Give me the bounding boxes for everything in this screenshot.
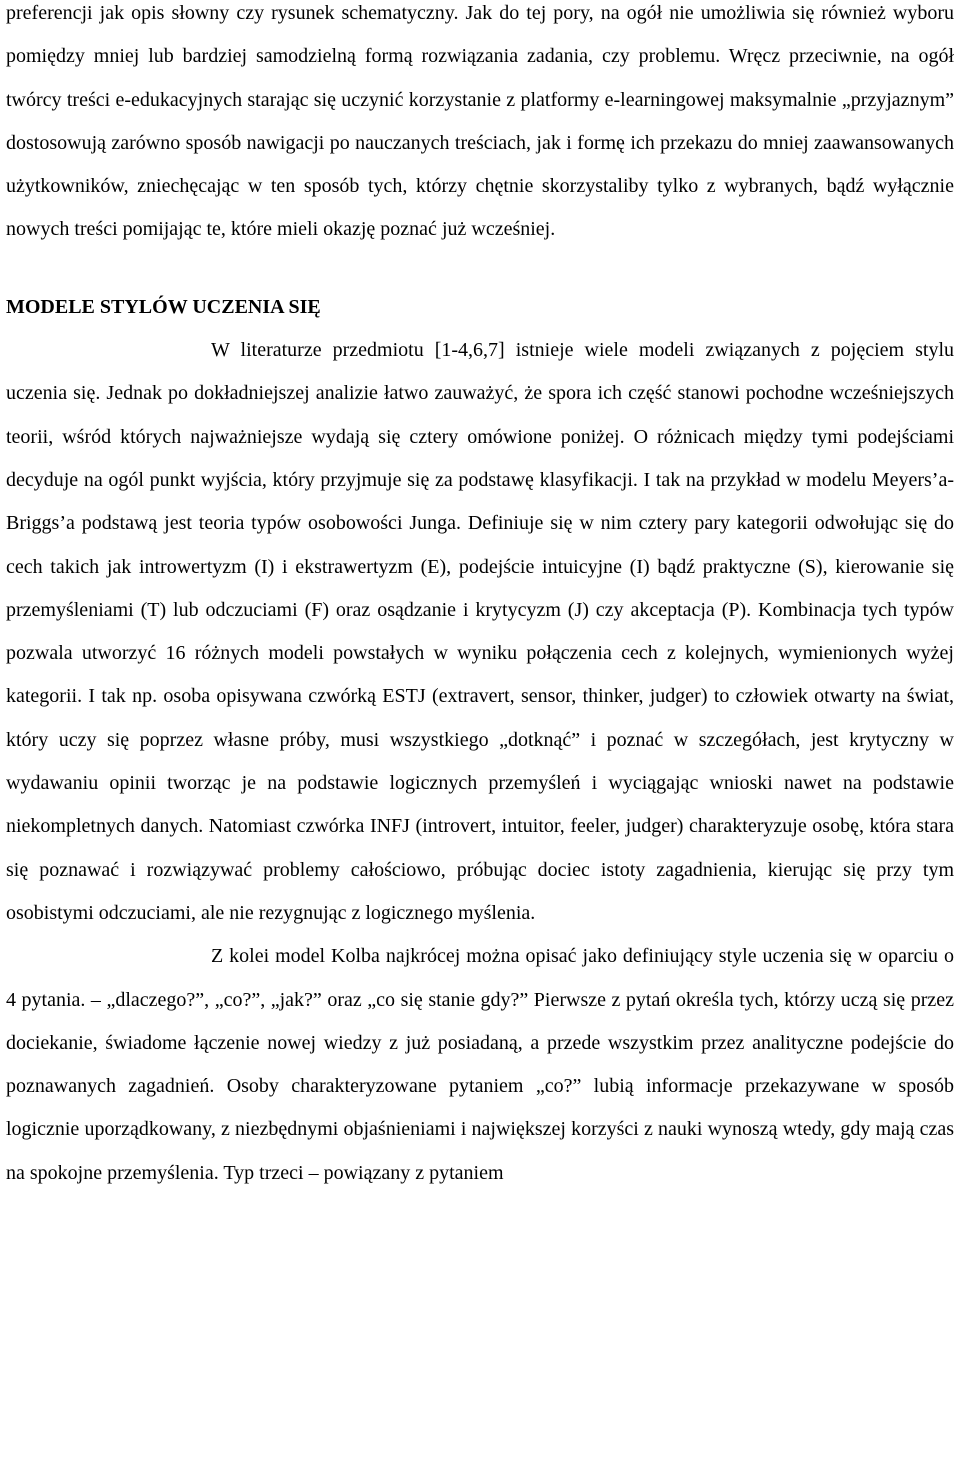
paragraph-kolb: Z kolei model Kolba najkrócej można opisać jako definiujący style uczenia się w oparciu o 4 pytania. – „dlaczego?”, „co?”, „jak?” oraz „co się stanie gdy?” Pierwsze z pytań określa tych, którzy uczą się przez dociekanie, świadome łączenie nowej wiedzy z już posiadaną, a przede wszystkim przez analityczne podejście do poznawanych zagadnień. Osoby charakteryzowane pytaniem „co?” lubią informacje przekazywane w sposób logicznie uporządkowany, z niezbędnymi objaśnieniami i największej korzyści z nauki wynoszą wtedy, gdy mają czas na spokojne przemyślenia. Typ trzeci – powiązany z pytaniem [6, 945, 954, 1184]
paragraph-intro: preferencji jak opis słowny czy rysunek schematyczny. Jak do tej pory, na ogół nie umożliwia się również wyboru pomiędzy mniej lub bardziej samodzielną formą rozwiązania zadania, czy problemu. Wręcz przeciwnie, na ogół twórcy treści e-edukacyjnych starając się uczynić korzystanie z platformy e-learningowej maksymalnie „przyjaznym” dostosowują zarówno sposób nawigacji po nauczanych treściach, jak i formę ich przekazu do mniej zaawansowanych użytkowników, zniechęcając w ten sposób tych, którzy chętnie skorzystaliby tylko z wybranych, bądź wyłącznie nowych treści pomijając te, które mieli okazję poznać już wcześniej. [6, 2, 954, 241]
section-heading: MODELE STYLÓW UCZENIA SIĘ [6, 295, 321, 318]
paragraph-models: W literaturze przedmiotu [1-4,6,7] istnieje wiele modeli związanych z pojęciem stylu uczenia się. Jednak po dokładniejszej analizie łatwo zauważyć, że spora ich część stanowi pochodne wcześniejszych teorii, wśród których najważniejsze wydają się cztery omówione poniżej. O różnicach między tymi podejściami decyduje na ogól punkt wyjścia, który przyjmuje się za podstawę klasyfikacji. I tak na przykład w modelu Meyers’a-Briggs’a podstawą jest teoria typów osobowości Junga. Definiuje się w nim cztery pary kategorii odwołując się do cech takich jak introwertyzm (I) i ekstrawertyzm (E), podejście intuicyjne (I) bądź praktyczne (S), kierowanie się przemyśleniami (T) lub odczuciami (F) oraz osądzanie i krytycyzm (J) czy akceptacja (P). Kombinacja tych typów pozwala utworzyć 16 różnych modeli powstałych w wyniku połączenia cech z kolejnych, wymienionych wyżej kategorii. I tak np. osoba opisywana czwórką ESTJ (extravert, sensor, thinker, judger) to człowiek otwarty na świat, który uczy się poprzez własne próby, musi wszystkiego „dotknąć” i poznać w szczegółach, jest krytyczny w wydawaniu opinii tworząc je na podstawie logicznych przemyśleń i wyciągając wnioski nawet na podstawie niekompletnych danych. Natomiast czwórka INFJ (introvert, intuitor, feeler, judger) charakteryzuje osobę, która stara się poznawać i rozwiązywać problemy całościowo, próbując dociec istoty zagadnienia, kierując się przy tym osobistymi odczuciami, ale nie rezygnując z logicznego myślenia. [6, 339, 954, 924]
document-page [6, 0, 954, 1195]
